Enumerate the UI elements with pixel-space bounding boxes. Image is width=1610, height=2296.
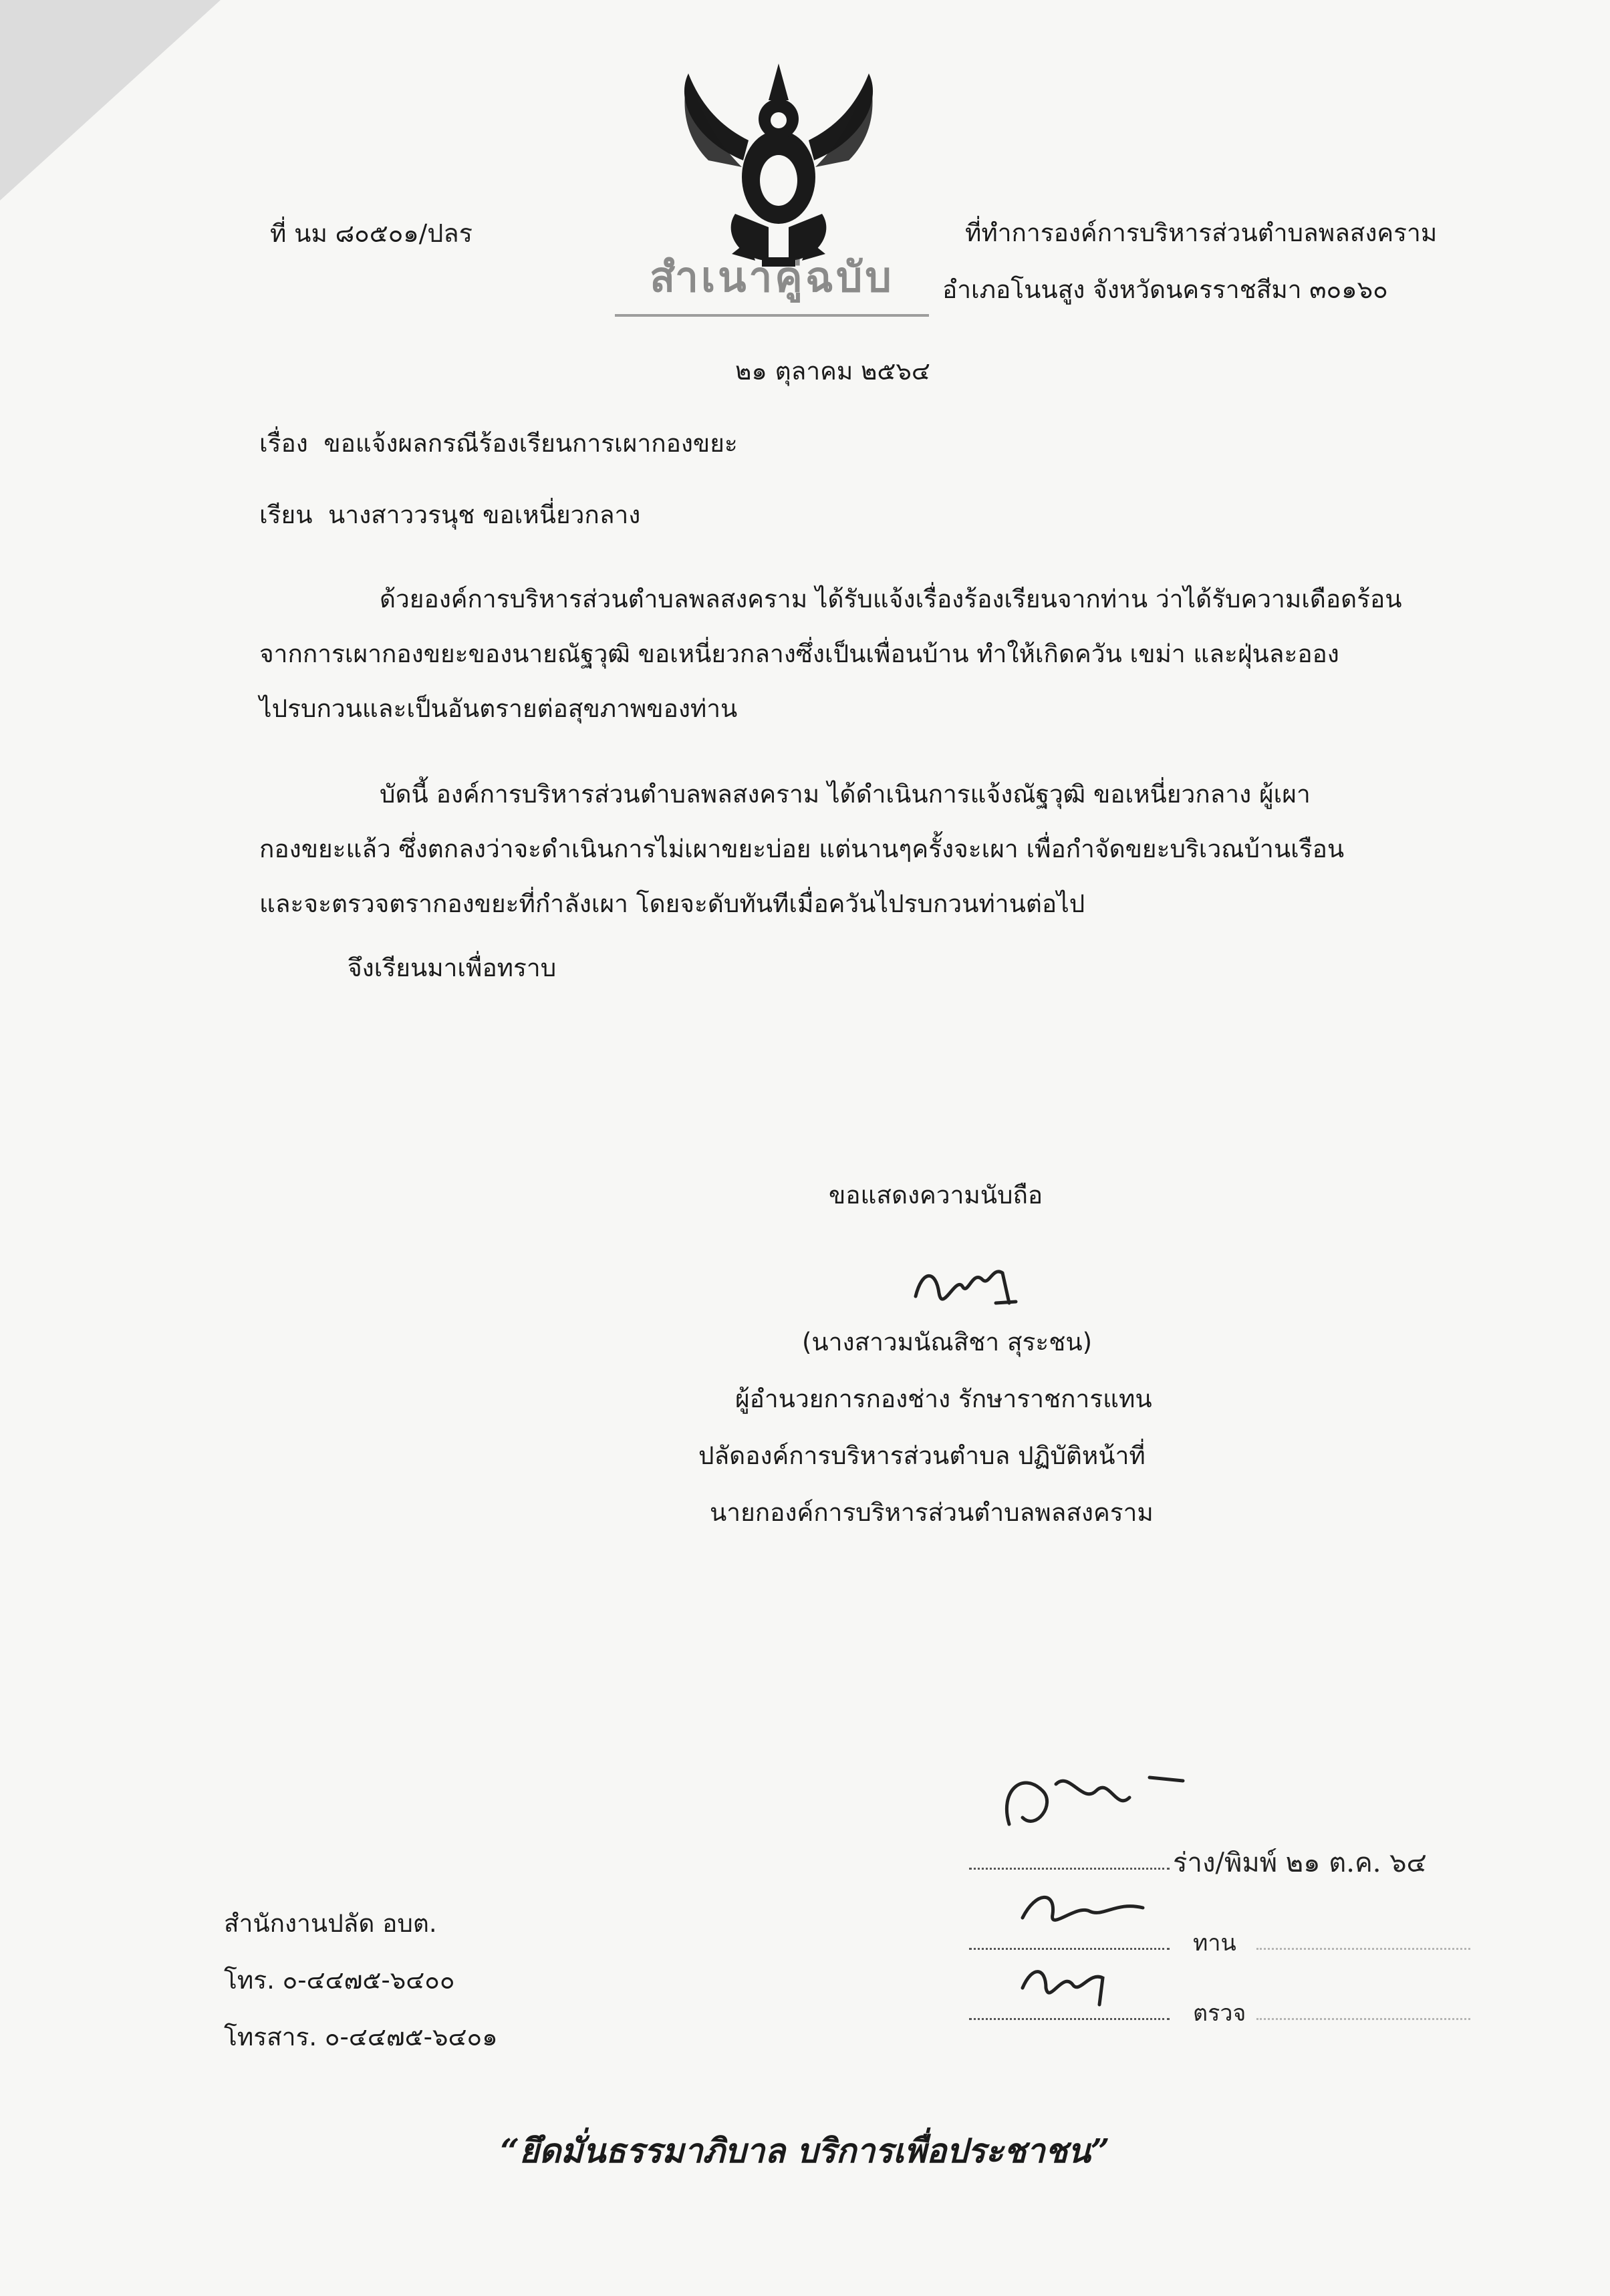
- routing-typed-date: ๒๑ ต.ค. ๖๔: [1285, 1848, 1427, 1878]
- recipient-name: นางสาววรนุช ขอเหนี่ยวกลาง: [328, 500, 641, 529]
- paragraph-2-line-3: และจะตรวจตรากองขยะที่กำลังเผา โดยจะดับทันทีเมื่อควันไปรบกวนท่านต่อไป: [259, 889, 1085, 918]
- scan-corner-shadow: [0, 0, 221, 200]
- sender-address-line1: ที่ทำการองค์การบริหารส่วนตำบลพลสงคราม: [965, 219, 1438, 247]
- initial-signature-1: [996, 1764, 1216, 1851]
- paragraph-2-line-2: กองขยะแล้ว ซึ่งตกลงว่าจะดำเนินการไม่เผาขยะบ่อย แต่นานๆครั้งจะเผา เพื่อกำจัดขยะบริเวณบ้านเรือน: [259, 835, 1345, 863]
- reference-number: [270, 221, 473, 246]
- paragraph-1-line-3: ไปรบกวนและเป็นอันตรายต่อสุขภาพของท่าน: [259, 694, 738, 723]
- paragraph-1-line-1: ด้วยองค์การบริหารส่วนตำบลพลสงคราม ได้รับแจ้งเรื่องร้องเรียนจากท่าน ว่าได้รับความเดือดร้อน: [380, 585, 1402, 613]
- routing-dotted-line-2: [969, 1948, 1170, 1950]
- sender-address-line2: อำเภอโนนสูง จังหวัดนครราชสีมา ๓๐๑๖๐: [942, 275, 1388, 304]
- routing-typed-line: [1173, 1841, 1427, 1884]
- signer-name: (นางสาวมนัณสิชา สุระชน): [802, 1328, 1093, 1356]
- subject-label: เรื่อง: [259, 429, 308, 458]
- initial-signature-3: [1016, 1958, 1116, 2011]
- paragraph-2: [259, 767, 1344, 931]
- footer-office: สำนักงานปลัด อบต.: [224, 1909, 437, 1938]
- signer-title-1: ผู้อำนวยการกองช่าง รักษาราชการแทน: [735, 1385, 1152, 1413]
- reference-number-text: ที่ นม ๘๐๕๐๑/: [270, 219, 428, 248]
- routing-reviewed-label: ตรวจ: [1193, 2000, 1246, 2027]
- routing-dotted-line-1: [969, 1868, 1170, 1870]
- paragraph-2-line-1: บัดนี้ องค์การบริหารส่วนตำบลพลสงคราม ได้ดำเนินการแจ้งณัฐวุฒิ ขอเหนี่ยวกลาง ผู้เผา: [380, 780, 1311, 809]
- closing-line: จึงเรียนมาเพื่อทราบ: [348, 954, 557, 982]
- footer-phone: โทร. ๐-๔๔๗๕-๖๔๐๐: [224, 1966, 455, 1995]
- initial-signature-2: [1016, 1884, 1150, 1938]
- paragraph-1-line-2: จากการเผากองขยะของนายณัฐวุฒิ ขอเหนี่ยวกลางซึ่งเป็นเพื่อนบ้าน ทำให้เกิดควัน เขม่า และฝุ่นละออง: [259, 639, 1339, 668]
- routing-dotted-line-5: [1256, 2018, 1470, 2020]
- subject-line: [259, 431, 738, 456]
- regards-line: ขอแสดงความนับถือ: [829, 1181, 1043, 1209]
- reference-number-handwritten: ปลร: [427, 219, 473, 248]
- footer-motto: “ยึดมั่นธรรมาภิบาล บริการเพื่อประชาชน”: [500, 2131, 1110, 2170]
- paragraph-1: [259, 572, 1402, 736]
- routing-checked-label: ทาน: [1193, 1930, 1236, 1957]
- recipient-label: เรียน: [259, 500, 313, 529]
- footer-fax: โทรสาร. ๐-๔๔๗๕-๖๔๐๑: [224, 2023, 498, 2051]
- routing-dotted-line-4: [969, 2018, 1170, 2020]
- letter-date: ๒๑ ตุลาคม ๒๕๖๔: [735, 357, 930, 386]
- signer-title-2: ปลัดองค์การบริหารส่วนตำบล ปฏิบัติหน้าที่: [698, 1441, 1146, 1470]
- copy-stamp: สำเนาคู่ฉบับ: [615, 241, 929, 317]
- recipient-line: [259, 500, 641, 529]
- routing-typed-label: ร่าง/พิมพ์: [1173, 1848, 1278, 1878]
- subject-text: ขอแจ้งผลกรณีร้องเรียนการเผากองขยะ: [323, 429, 738, 458]
- routing-dotted-line-3: [1256, 1948, 1470, 1950]
- signer-title-3: นายกองค์การบริหารส่วนตำบลพลสงคราม: [710, 1498, 1154, 1527]
- handwritten-signature: [909, 1256, 1043, 1330]
